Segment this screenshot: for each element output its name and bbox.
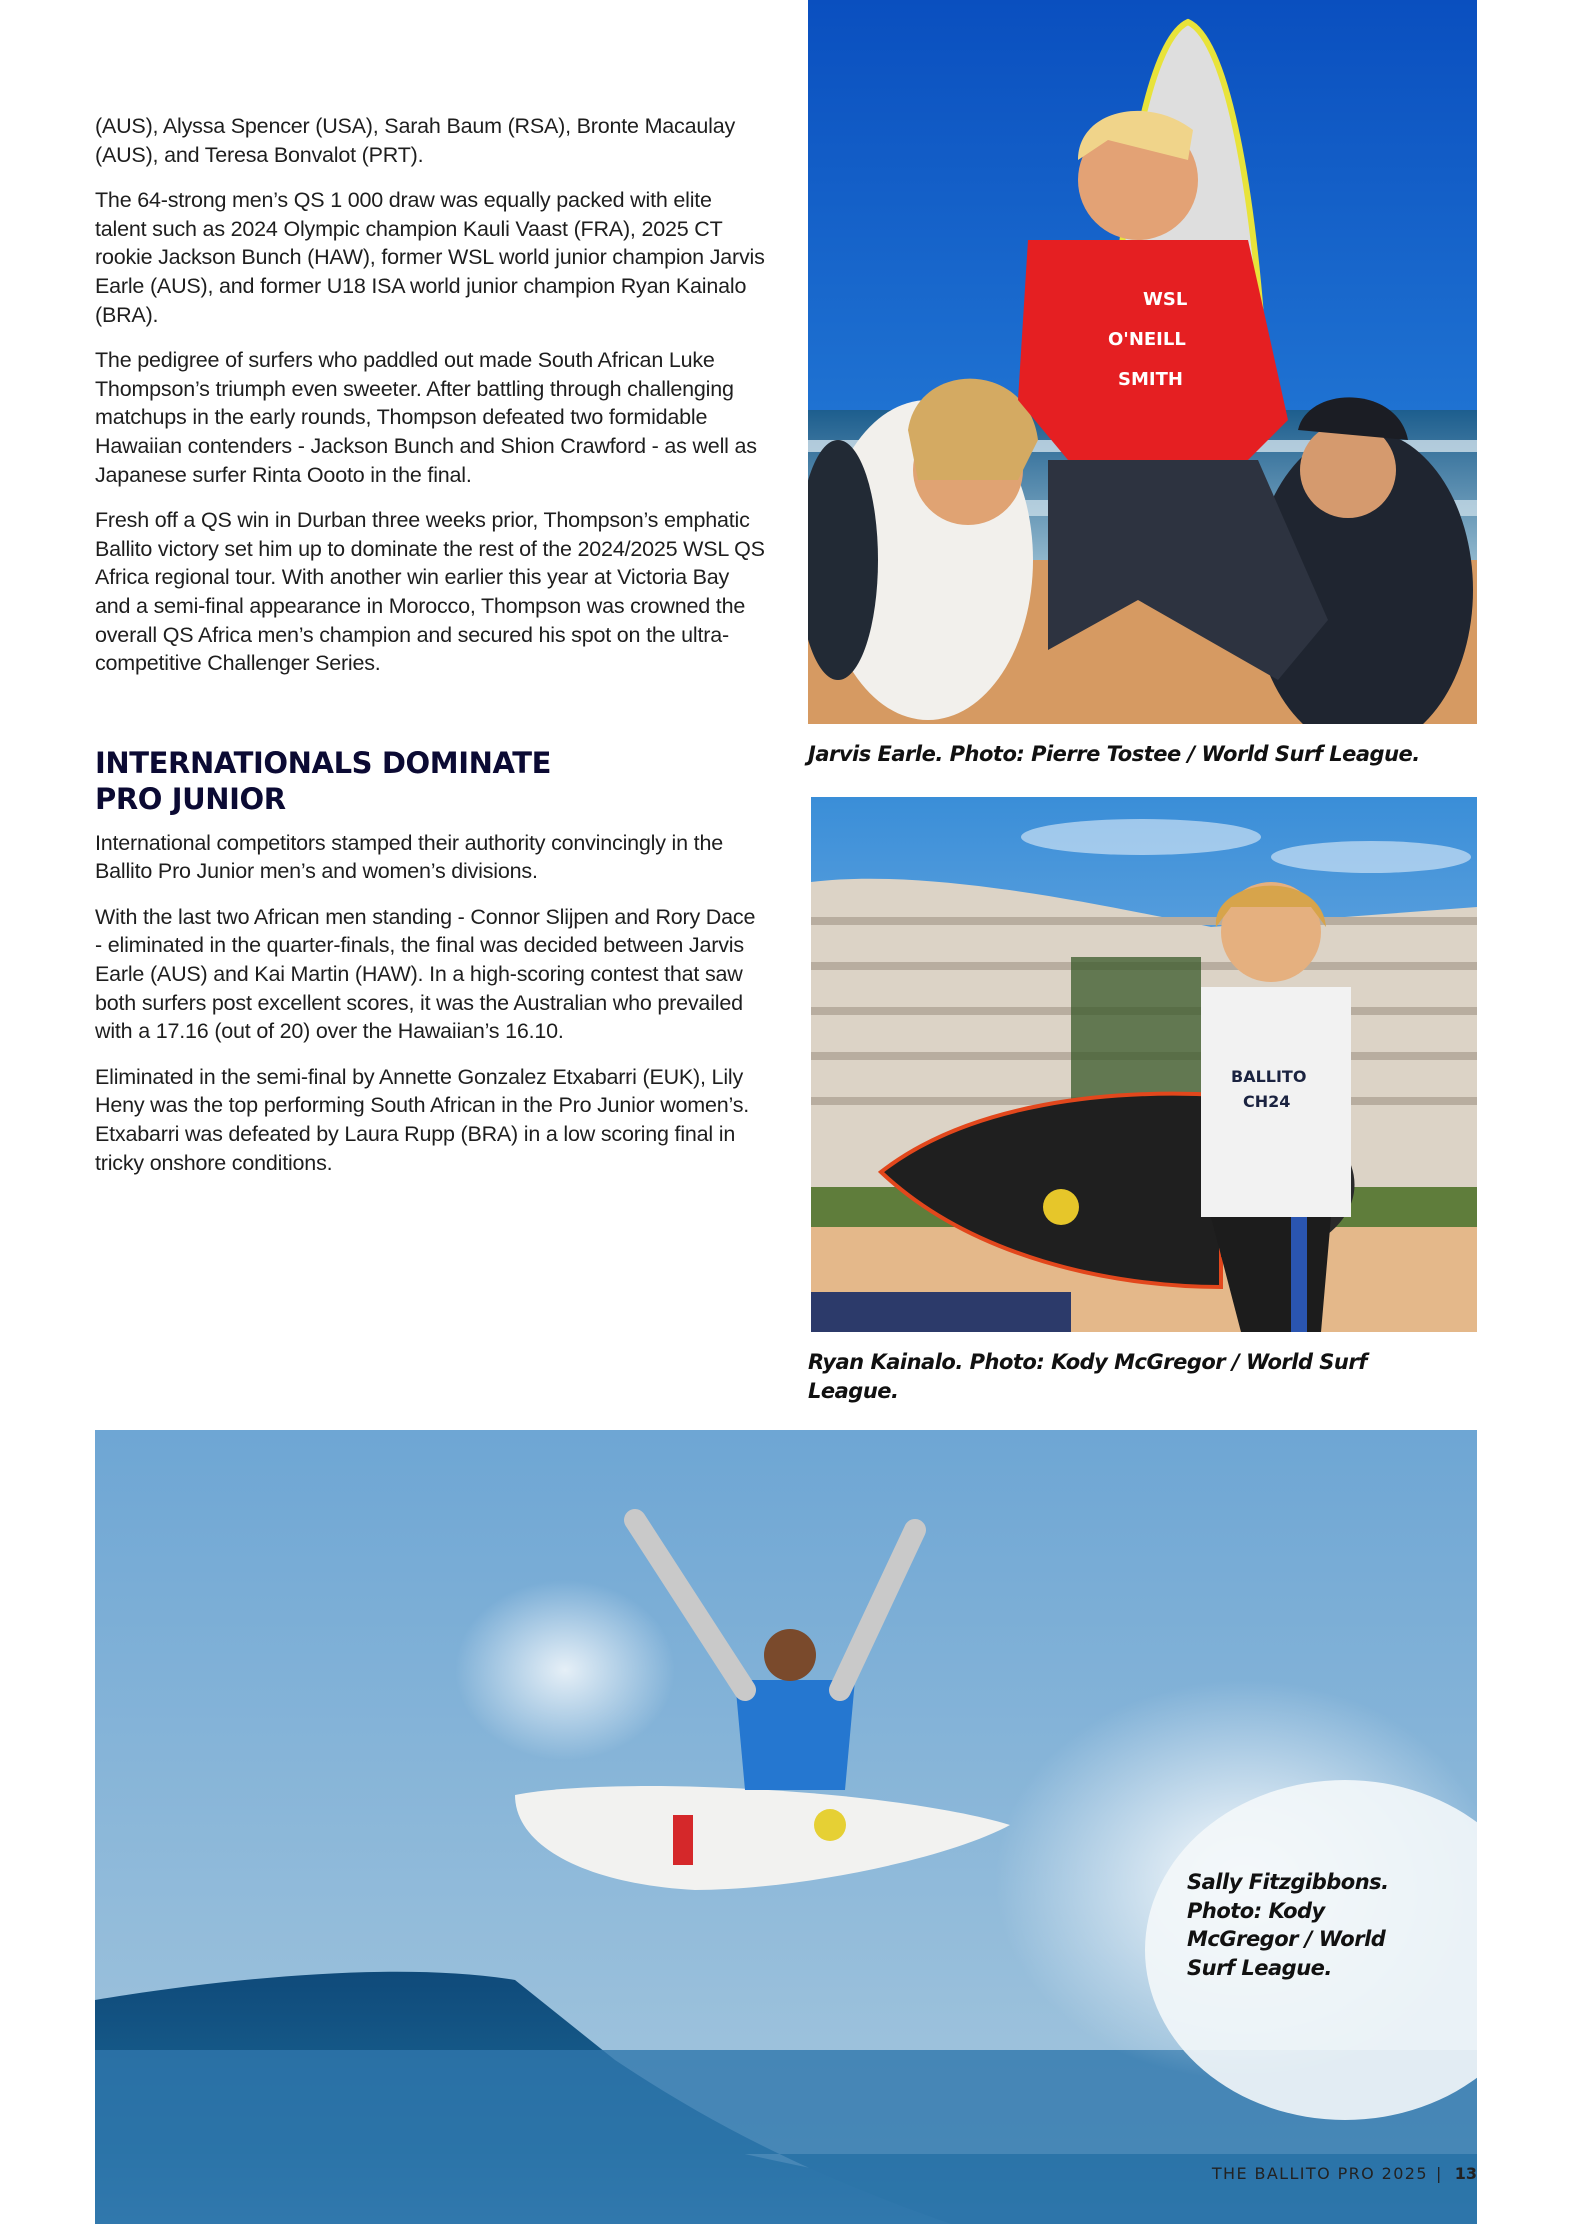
- section-spacer: [95, 695, 765, 745]
- article-paragraph: (AUS), Alyssa Spencer (USA), Sarah Baum (RSA), Bronte Macaulay (AUS), and Teresa Bonvalot (PRT).: [95, 114, 736, 167]
- section-heading: [95, 745, 765, 817]
- caption-line: Sally Fitzgibbons.: [1187, 1870, 1389, 1894]
- article-paragraph: Eliminated in the semi-final by Annette Gonzalez Etxabarri (EUK), Lily Heny was the top performing South African in the Pro Junior women’s. Etxabarri was defeated by Laura Rupp (BRA) in a low scoring final in tricky onshore conditions.: [95, 1064, 750, 1175]
- article-paragraph: The 64-strong men’s QS 1 000 draw was equally packed with elite talent such as 2024 Olympic champion Kauli Vaast (FRA), 2025 CT rookie Jackson Bunch (HAW), former WSL world junior champion Jarvis Earle (AUS), and former U18 ISA world junior champion Ryan Kainalo (BRA).: [95, 188, 765, 327]
- photo-caption-sally-fitzgibbons: [1187, 1868, 1437, 1982]
- photo-ryan-kainalo-image: [811, 797, 1477, 1332]
- photo-caption-ryan-kainalo: Ryan Kainalo. Photo: Kody McGregor / World Surf League.: [808, 1350, 1367, 1403]
- photo-ryan-kainalo: [811, 797, 1477, 1332]
- svg-text:SMITH: SMITH: [1118, 369, 1183, 390]
- caption-line: Photo: Kody: [1187, 1898, 1325, 1923]
- photo-sally-fitzgibbons-image: [95, 1430, 1477, 2224]
- article-paragraph: The pedigree of surfers who paddled out made South African Luke Thompson’s triumph even sweeter. After battling through challenging matchups in the early rounds, Thompson defeated two formidable Hawaiian contenders - Jackson Bunch and Shion Crawford - as well as Japanese surfer Rinta Oooto in the final.: [95, 348, 757, 487]
- photo-jarvis-earle-image: [808, 0, 1477, 724]
- article-paragraph: International competitors stamped their authority convincingly in the Ballito Pro Junior men’s and women’s divisions.: [95, 830, 723, 884]
- heading-line-1: INTERNATIONALS DOMINATE: [95, 745, 552, 780]
- svg-text:O'NEILL: O'NEILL: [1108, 329, 1186, 350]
- article-paragraph: Fresh off a QS win in Durban three weeks prior, Thompson’s emphatic Ballito victory set him up to dominate the rest of the 2024/2025 WSL QS Africa regional tour. With another win earlier this year at Victoria Bay and a semi-final appearance in Morocco, Thompson was crowned the overall QS Africa men’s champion and secured his spot on the ultra-competitive Challenger Series.: [95, 508, 765, 676]
- caption-line: Surf League.: [1187, 1955, 1332, 1980]
- photo-caption-jarvis-earle: Jarvis Earle. Photo: Pierre Tostee / World Surf League.: [808, 742, 1420, 766]
- svg-text:CH24: CH24: [1243, 1092, 1291, 1111]
- publication-name: THE BALLITO PRO 2025: [1211, 2164, 1428, 2183]
- svg-text:BALLITO: BALLITO: [1231, 1067, 1307, 1086]
- caption-line: McGregor / World: [1187, 1927, 1386, 1951]
- article-paragraph: With the last two African men standing - Connor Slijpen and Rory Dace - eliminated in the quarter-finals, the final was decided between Jarvis Earle (AUS) and Kai Martin (HAW). In a high-scoring contest that saw both surfers post excellent scores, it was the Australian who prevailed with a 17.16 (out of 20) over the Hawaiian’s 16.10.: [95, 904, 756, 1044]
- page-number: 13: [1454, 2164, 1477, 2183]
- svg-text:WSL: WSL: [1143, 289, 1188, 310]
- page-footer: [1212, 2164, 1477, 2183]
- photo-jarvis-earle: [808, 0, 1477, 724]
- heading-line-2: PRO JUNIOR: [95, 781, 286, 816]
- article-column: [95, 112, 765, 1194]
- footer-separator: |: [1435, 2164, 1443, 2183]
- photo-sally-fitzgibbons: [95, 1430, 1477, 2224]
